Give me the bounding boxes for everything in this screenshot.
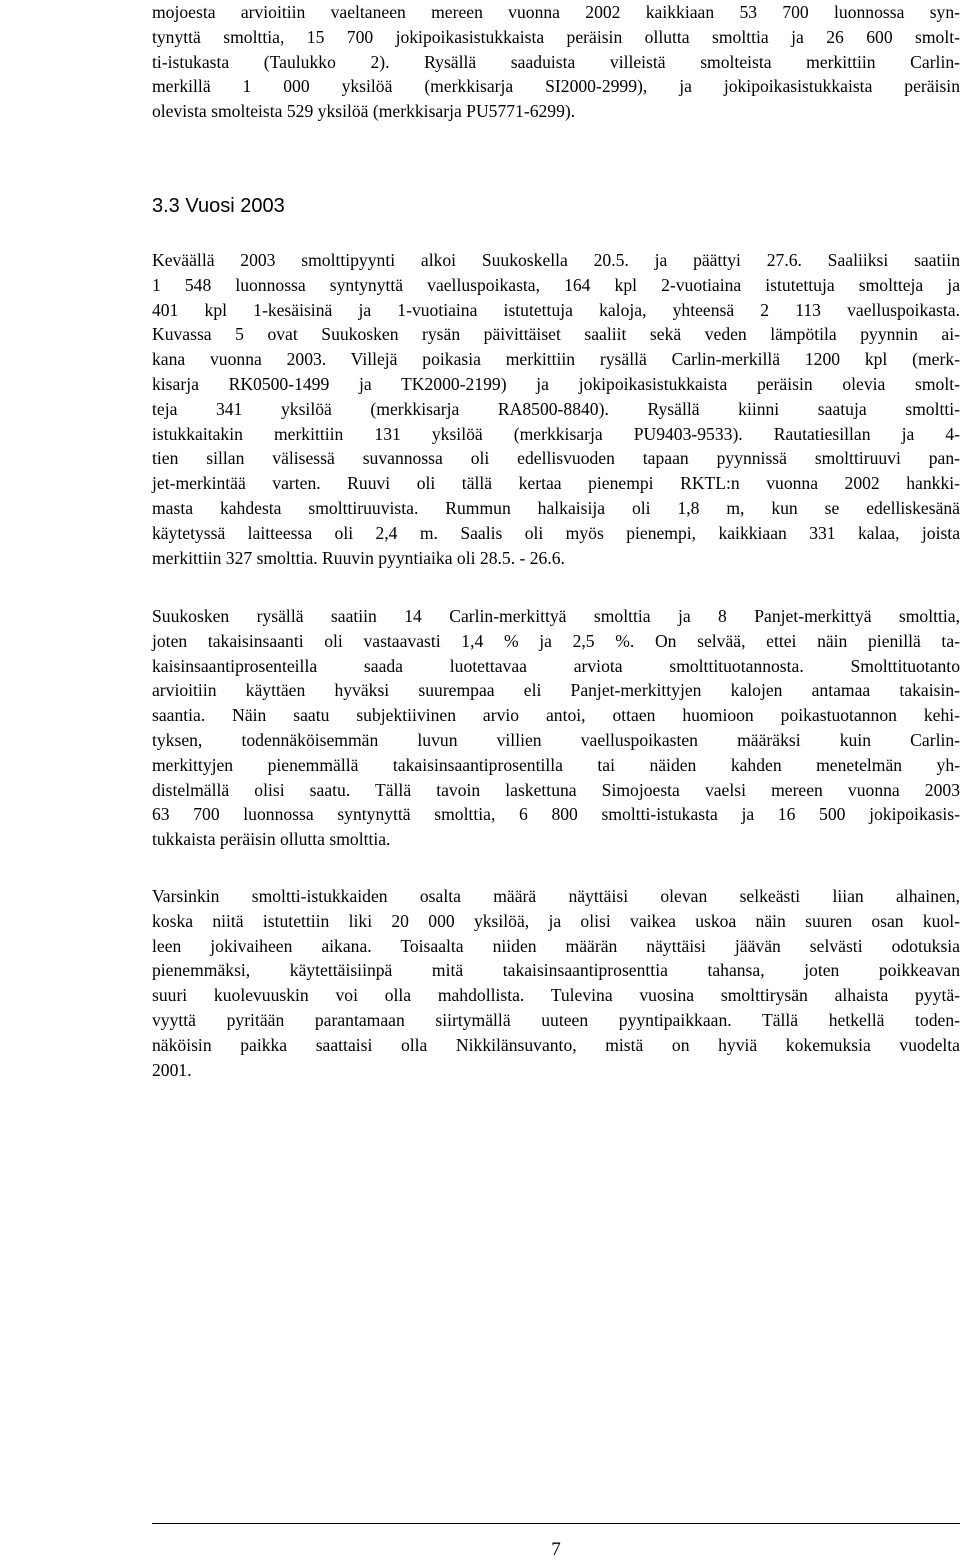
p2-line-6: tyksen, todennäköisemmän luvun villien vaelluspoikasten määräksi kuin Carlin- — [152, 729, 960, 750]
p1-line-13: merkittiin 327 smolttia. Ruuvin pyyntiaika oli 28.5. - 26.6. — [152, 547, 565, 568]
p1-line-12: käytetyssä laitteessa oli 2,4 m. Saalis oli myös pienempi, kaikkiaan 331 kalaa, joista — [152, 522, 960, 543]
p1-line-11: masta kahdesta smolttiruuvista. Rummun halkaisija oli 1,8 m, kun se edelliskesänä — [152, 497, 960, 518]
p1-line-8: istukkaitakin merkittiin 131 yksilöä (merkkisarja PU9403-9533). Rautatiesillan ja 4- — [152, 423, 960, 444]
p1-line-3: 401 kpl 1-kesäisinä ja 1-vuotiaina istutettuja kaloja, yhteensä 2 113 vaelluspoikasta. — [152, 299, 960, 320]
p3-line-3: leen jokivaiheen aikana. Toisaalta niiden määrän näyttäisi jäävän selvästi odotuksia — [152, 935, 960, 956]
p2-line-9: 63 700 luonnossa syntynyttä smolttia, 6 800 smoltti-istukasta ja 16 500 jokipoikasis- — [152, 804, 960, 825]
intro-line-3: ti-istukasta (Taulukko 2). Rysällä saaduista villeistä smolteista merkittiin Carlin- — [152, 51, 960, 72]
p2-line-7: merkittyjen pienemmällä takaisinsaantiprosentilla tai näiden kahden menetelmän yh- — [152, 754, 960, 775]
intro-line-1: mojoesta arvioitiin vaeltaneen mereen vuonna 2002 kaikkiaan 53 700 luonnossa syn- — [152, 2, 960, 22]
p2-line-5: saantia. Näin saatu subjektiivinen arvio antoi, ottaen huomioon poikastuotannon kehi- — [152, 705, 960, 726]
p2-line-4: arvioitiin käyttäen hyväksi suurempaa eli Panjet-merkittyjen kalojen antamaa takaisin- — [152, 680, 960, 701]
intro-line-5: olevista smolteista 529 yksilöä (merkkisarja PU5771-6299). — [152, 101, 576, 122]
intro-paragraph — [152, 0, 960, 124]
p3-line-8: 2001. — [152, 1059, 192, 1080]
intro-line-2: tynyttä smolttia, 15 700 jokipoikasistukkaista peräisin ollutta smolttia ja 26 600 smolt- — [152, 26, 960, 47]
p2-line-2: joten takaisinsaanti oli vastaavasti 1,4 % ja 2,5 %. On selvää, ettei näin pienillä ta- — [152, 630, 960, 651]
page-number: 7 — [551, 1539, 561, 1560]
p1-line-4: Kuvassa 5 ovat Suukosken rysän päivittäiset saaliit sekä veden lämpötila pyynnin ai- — [152, 324, 960, 345]
p3-line-5: suuri kuolevuuskin voi olla mahdollista. Tulevina vuosina smolttirysän alhaista pyytä- — [152, 985, 960, 1006]
p1-line-1: Keväällä 2003 smolttipyynti alkoi Suukoskella 20.5. ja päättyi 27.6. Saaliiksi saatiin — [152, 250, 960, 270]
p1-line-10: jet-merkintää varten. Ruuvi oli tällä kertaa pienempi RKTL:n vuonna 2002 hankki- — [152, 473, 960, 494]
p2-line-8: distelmällä olisi saatu. Tällä tavoin laskettuna Simojoesta vaelsi mereen vuonna 2003 — [152, 779, 960, 800]
footer-rule — [152, 1523, 960, 1524]
p2-line-3: kaisinsaantiprosenteilla saada luotettavaa arviota smolttituotannosta. Smolttituotanto — [152, 655, 960, 676]
paragraph-1 — [152, 248, 960, 570]
p1-line-6: kisarja RK0500-1499 ja TK2000-2199) ja jokipoikasistukkaista peräisin olevia smolt- — [152, 373, 960, 394]
section-heading: 3.3 Vuosi 2003 — [152, 195, 285, 217]
p2-line-10: tukkaista peräisin ollutta smolttia. — [152, 829, 391, 850]
intro-line-4: merkillä 1 000 yksilöä (merkkisarja SI2000-2999), ja jokipoikasistukkaista peräisin — [152, 76, 960, 97]
p3-line-4: pienemmäksi, käytettäisiinpä mitä takaisinsaantiprosenttia tahansa, joten poikkeavan — [152, 960, 960, 981]
p1-line-5: kana vuonna 2003. Villejä poikasia merkittiin rysällä Carlin-merkillä 1200 kpl (merk- — [152, 349, 960, 370]
p1-line-7: teja 341 yksilöä (merkkisarja RA8500-8840). Rysällä kiinni saatuja smoltti- — [152, 398, 960, 419]
paragraph-3 — [152, 884, 960, 1082]
p1-line-9: tien sillan välisessä suvannossa oli edellisvuoden tapaan pyynnissä smolttiruuvi pan- — [152, 448, 960, 469]
p2-line-1: Suukosken rysällä saatiin 14 Carlin-merkittyä smolttia ja 8 Panjet-merkittyä smolttia, — [152, 606, 960, 626]
p3-line-7: näköisin paikka saattaisi olla Nikkilänsuvanto, mistä on hyviä kokemuksia vuodelta — [152, 1034, 960, 1055]
p3-line-2: koska niitä istutettiin liki 20 000 yksilöä, ja olisi vaikea uskoa näin suuren osan kuol- — [152, 910, 960, 931]
p3-line-1: Varsinkin smoltti-istukkaiden osalta määrä näyttäisi olevan selkeästi liian alhainen, — [152, 886, 960, 906]
paragraph-2 — [152, 604, 960, 852]
p3-line-6: vyyttä pyritään parantamaan siirtymällä uuteen pyyntipaikkaan. Tällä hetkellä toden- — [152, 1009, 960, 1030]
p1-line-2: 1 548 luonnossa syntynyttä vaelluspoikasta, 164 kpl 2-vuotiaina istutettuja smoltteja ja — [152, 274, 960, 295]
